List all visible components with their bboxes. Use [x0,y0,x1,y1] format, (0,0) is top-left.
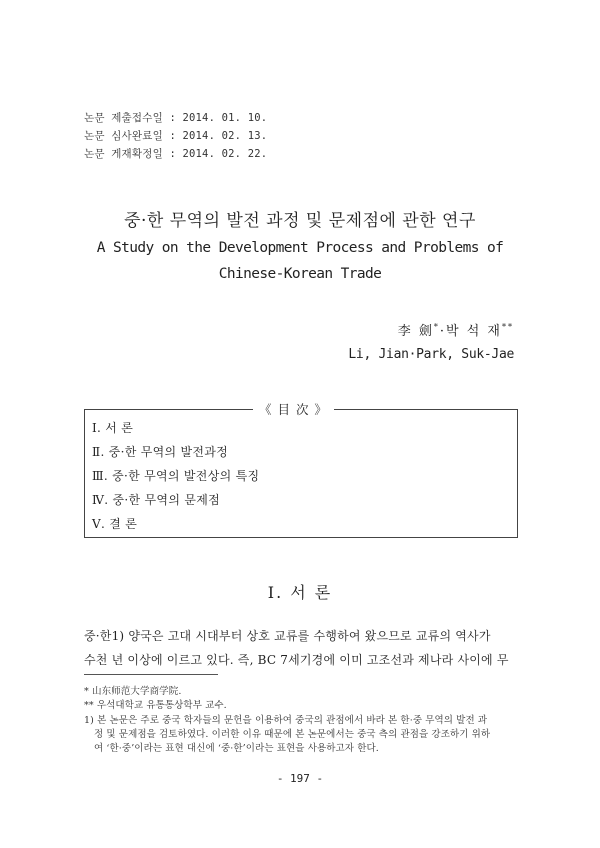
toc-item-3: Ⅲ. 중·한 무역의 발전상의 특징 [92,469,260,483]
footnote-1-line3: 여 ‘한·중’이라는 표현 대신에 ‘중·한’이라는 표현을 사용하고자 한다. [94,743,379,754]
author-1-mark: * [433,322,440,332]
toc-heading: 《 目 次 》 [253,400,334,418]
korean-authors [398,320,514,339]
toc-item-5: Ⅴ. 결 론 [92,517,138,531]
body-paragraph-line2: 수천 년 이상에 이르고 있다. 즉, BC 7세기경에 이미 고조선과 제나라 사이에 무 [84,653,509,667]
review-date: 논문 심사완료일 : 2014. 02. 13. [84,130,268,142]
author-separator: · [439,324,447,339]
acceptance-date: 논문 게재확정일 : 2014. 02. 22. [84,148,268,160]
english-title-line1: A Study on the Development Process and Problems of [96,240,504,256]
english-title-line2: Chinese-Korean Trade [218,266,382,282]
toc-item-4: Ⅳ. 중·한 무역의 문제점 [92,493,220,507]
author-2-mark: ** [502,322,514,332]
footnote-1-line1: 1) 본 논문은 주로 중국 학자들의 문헌을 이용하여 중국의 관점에서 바라 본 한·중 무역의 발전 과 [84,715,488,726]
body-paragraph-line1: 중·한1) 양국은 고대 시대부터 상호 교류를 수행하여 왔으므로 교류의 역사가 [84,629,491,643]
submission-date: 논문 제출접수일 : 2014. 01. 10. [84,112,268,124]
footnote-1-line2: 정 및 문제점을 검토하였다. 이러한 이유 때문에 본 논문에서는 중국 측의 관점을 강조하기 위하 [94,729,491,740]
author-2-name: 박 석 재 [446,324,502,339]
page-number: - 197 - [276,772,324,785]
section-heading: Ⅰ. 서 론 [267,583,333,602]
toc-item-1: Ⅰ. 서 론 [92,421,134,435]
footnote-author-2: ** 우석대학교 유통통상학부 교수. [84,700,227,711]
footnote-divider [84,674,218,675]
english-authors: Li, Jian·Park, Suk-Jae [348,347,514,362]
footnote-author-1: * 山东师范大学商学院. [84,686,182,697]
toc-item-2: Ⅱ. 중·한 무역의 발전과정 [92,445,229,459]
author-1-name: 李 劍 [397,324,434,339]
korean-title: 중·한 무역의 발전 과정 및 문제점에 관한 연구 [124,211,476,231]
